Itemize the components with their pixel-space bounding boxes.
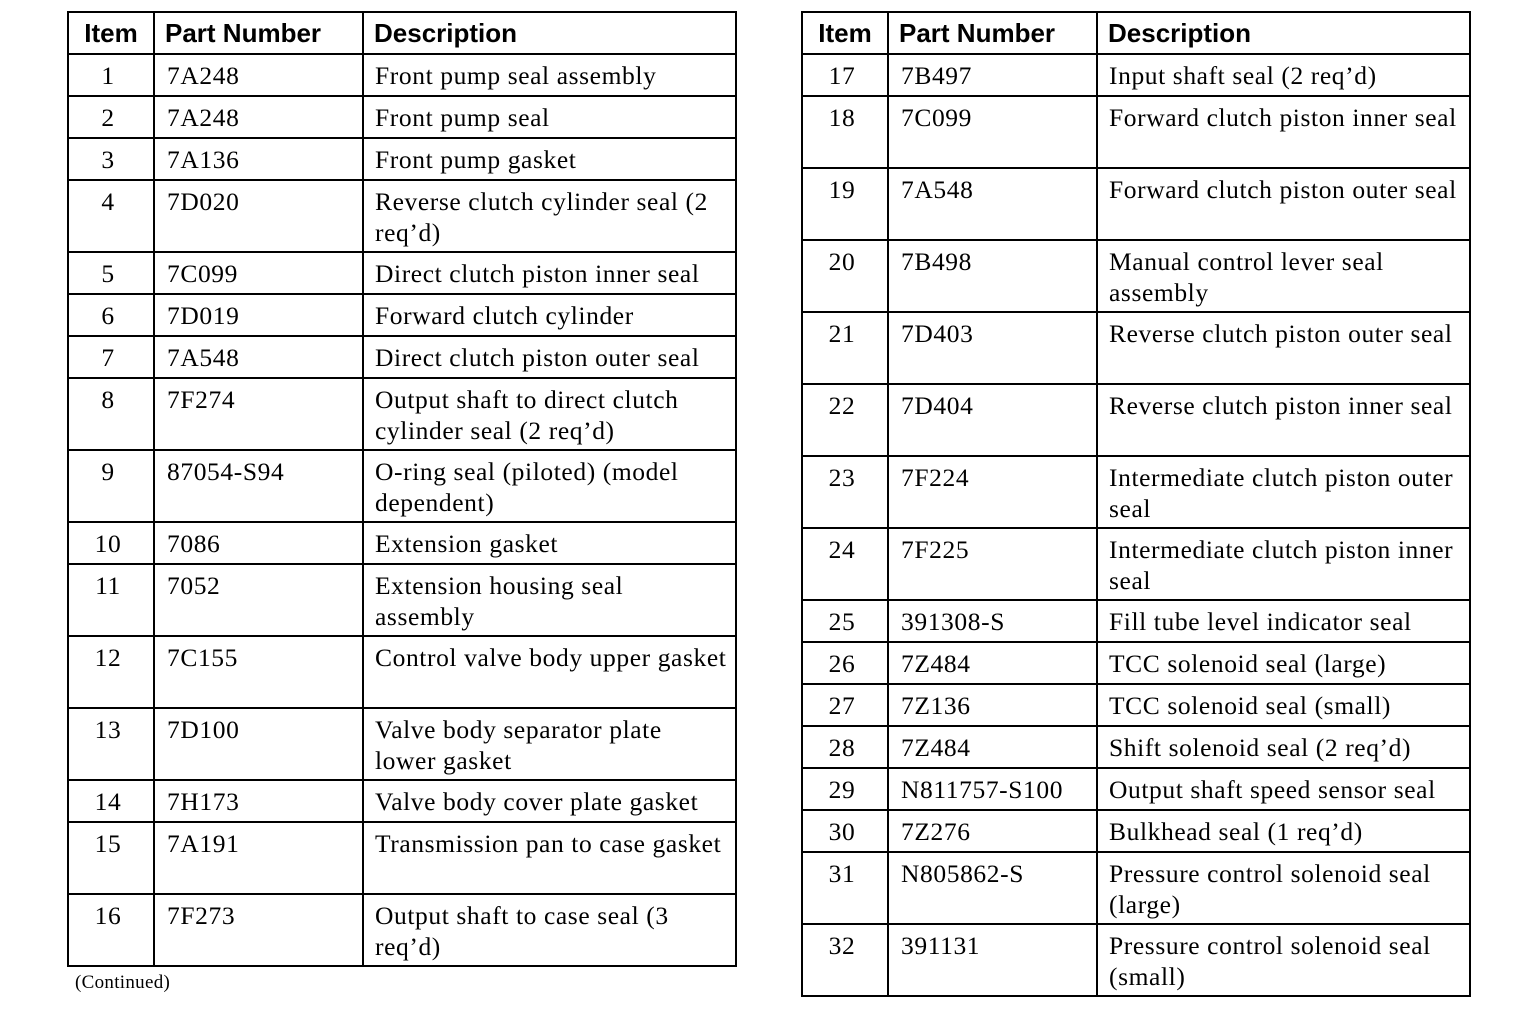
table-row bbox=[802, 456, 1470, 528]
part-description: TCC solenoid seal (large) bbox=[1097, 642, 1470, 684]
table-row bbox=[802, 168, 1470, 240]
part-number: 7D100 bbox=[154, 708, 363, 780]
table-row bbox=[68, 252, 736, 294]
part-number: 7F274 bbox=[154, 378, 363, 450]
table-row bbox=[802, 924, 1470, 996]
parts-table-left bbox=[67, 11, 737, 967]
part-description: O-ring seal (piloted) (model dependent) bbox=[363, 450, 736, 522]
part-description: Reverse clutch piston inner seal bbox=[1097, 384, 1470, 456]
part-description: Transmission pan to case gasket bbox=[363, 822, 736, 894]
part-description: Front pump seal bbox=[363, 96, 736, 138]
part-number: 7A548 bbox=[154, 336, 363, 378]
part-number: 7F224 bbox=[888, 456, 1097, 528]
part-number: 7D403 bbox=[888, 312, 1097, 384]
part-number: 7F273 bbox=[154, 894, 363, 966]
part-description: Direct clutch piston inner seal bbox=[363, 252, 736, 294]
part-description: Control valve body upper gasket bbox=[363, 636, 736, 708]
item-number: 25 bbox=[802, 600, 888, 642]
header-item: Item bbox=[68, 12, 154, 54]
part-description: Output shaft to case seal (3 req’d) bbox=[363, 894, 736, 966]
part-number: 7052 bbox=[154, 564, 363, 636]
item-number: 2 bbox=[68, 96, 154, 138]
table-row bbox=[802, 528, 1470, 600]
item-number: 27 bbox=[802, 684, 888, 726]
continued-note: (Continued) bbox=[75, 972, 171, 993]
table-row bbox=[68, 96, 736, 138]
part-number: N811757-S100 bbox=[888, 768, 1097, 810]
part-number: 7Z484 bbox=[888, 642, 1097, 684]
table-row bbox=[68, 822, 736, 894]
part-description: Pressure control solenoid seal (large) bbox=[1097, 852, 1470, 924]
table-row bbox=[802, 600, 1470, 642]
table-row bbox=[802, 726, 1470, 768]
item-number: 16 bbox=[68, 894, 154, 966]
item-number: 1 bbox=[68, 54, 154, 96]
table-row bbox=[802, 684, 1470, 726]
part-number: 7Z484 bbox=[888, 726, 1097, 768]
item-number: 9 bbox=[68, 450, 154, 522]
part-description: Shift solenoid seal (2 req’d) bbox=[1097, 726, 1470, 768]
item-number: 28 bbox=[802, 726, 888, 768]
table-row bbox=[802, 642, 1470, 684]
table-row bbox=[68, 708, 736, 780]
part-number: 7C099 bbox=[888, 96, 1097, 168]
part-number: 7D019 bbox=[154, 294, 363, 336]
part-description: Reverse clutch cylinder seal (2 req’d) bbox=[363, 180, 736, 252]
item-number: 3 bbox=[68, 138, 154, 180]
part-description: Bulkhead seal (1 req’d) bbox=[1097, 810, 1470, 852]
item-number: 26 bbox=[802, 642, 888, 684]
item-number: 24 bbox=[802, 528, 888, 600]
item-number: 10 bbox=[68, 522, 154, 564]
table-row bbox=[802, 312, 1470, 384]
part-description: Forward clutch piston outer seal bbox=[1097, 168, 1470, 240]
part-number: 7H173 bbox=[154, 780, 363, 822]
part-description: Direct clutch piston outer seal bbox=[363, 336, 736, 378]
table-row bbox=[68, 522, 736, 564]
part-description: Intermediate clutch piston outer seal bbox=[1097, 456, 1470, 528]
item-number: 22 bbox=[802, 384, 888, 456]
part-number: 7F225 bbox=[888, 528, 1097, 600]
table-row bbox=[802, 96, 1470, 168]
item-number: 32 bbox=[802, 924, 888, 996]
part-number: 7A191 bbox=[154, 822, 363, 894]
item-number: 18 bbox=[802, 96, 888, 168]
part-number: 7A248 bbox=[154, 96, 363, 138]
table-row bbox=[68, 294, 736, 336]
table-row bbox=[802, 54, 1470, 96]
table-row bbox=[802, 240, 1470, 312]
part-number: 7D404 bbox=[888, 384, 1097, 456]
part-description: Forward clutch piston inner seal bbox=[1097, 96, 1470, 168]
header-description: Description bbox=[363, 12, 736, 54]
part-description: Pressure control solenoid seal (small) bbox=[1097, 924, 1470, 996]
item-number: 15 bbox=[68, 822, 154, 894]
item-number: 6 bbox=[68, 294, 154, 336]
item-number: 30 bbox=[802, 810, 888, 852]
part-number: 7A136 bbox=[154, 138, 363, 180]
table-row bbox=[68, 636, 736, 708]
part-number: 7Z136 bbox=[888, 684, 1097, 726]
item-number: 23 bbox=[802, 456, 888, 528]
item-number: 31 bbox=[802, 852, 888, 924]
table-row bbox=[68, 378, 736, 450]
item-number: 20 bbox=[802, 240, 888, 312]
part-description: Front pump gasket bbox=[363, 138, 736, 180]
part-description: Extension housing seal assembly bbox=[363, 564, 736, 636]
part-number: 7A548 bbox=[888, 168, 1097, 240]
part-number: 7C155 bbox=[154, 636, 363, 708]
table-row bbox=[68, 894, 736, 966]
part-description: Valve body separator plate lower gasket bbox=[363, 708, 736, 780]
part-number: 7B498 bbox=[888, 240, 1097, 312]
part-description: Valve body cover plate gasket bbox=[363, 780, 736, 822]
part-number: 7D020 bbox=[154, 180, 363, 252]
part-description: Output shaft speed sensor seal bbox=[1097, 768, 1470, 810]
item-number: 17 bbox=[802, 54, 888, 96]
part-number: 7B497 bbox=[888, 54, 1097, 96]
part-description: Front pump seal assembly bbox=[363, 54, 736, 96]
part-description: TCC solenoid seal (small) bbox=[1097, 684, 1470, 726]
part-number: 391131 bbox=[888, 924, 1097, 996]
part-description: Forward clutch cylinder bbox=[363, 294, 736, 336]
item-number: 14 bbox=[68, 780, 154, 822]
part-number: 7A248 bbox=[154, 54, 363, 96]
header-part-number: Part Number bbox=[154, 12, 363, 54]
table-row bbox=[802, 852, 1470, 924]
table-row bbox=[68, 138, 736, 180]
table-row bbox=[68, 780, 736, 822]
part-description: Manual control lever seal assembly bbox=[1097, 240, 1470, 312]
item-number: 13 bbox=[68, 708, 154, 780]
header-row bbox=[802, 12, 1470, 54]
table-row bbox=[68, 564, 736, 636]
part-description: Intermediate clutch piston inner seal bbox=[1097, 528, 1470, 600]
table-row bbox=[68, 180, 736, 252]
part-description: Input shaft seal (2 req’d) bbox=[1097, 54, 1470, 96]
part-number: 7086 bbox=[154, 522, 363, 564]
item-number: 8 bbox=[68, 378, 154, 450]
table-row bbox=[802, 384, 1470, 456]
table-row bbox=[802, 768, 1470, 810]
part-number: N805862-S bbox=[888, 852, 1097, 924]
header-description: Description bbox=[1097, 12, 1470, 54]
table-row bbox=[68, 54, 736, 96]
item-number: 12 bbox=[68, 636, 154, 708]
item-number: 5 bbox=[68, 252, 154, 294]
item-number: 4 bbox=[68, 180, 154, 252]
table-row bbox=[802, 810, 1470, 852]
part-number: 7C099 bbox=[154, 252, 363, 294]
part-description: Extension gasket bbox=[363, 522, 736, 564]
part-description: Output shaft to direct clutch cylinder seal (2 req’d) bbox=[363, 378, 736, 450]
part-number: 391308-S bbox=[888, 600, 1097, 642]
table-row bbox=[68, 336, 736, 378]
item-number: 19 bbox=[802, 168, 888, 240]
part-number: 87054-S94 bbox=[154, 450, 363, 522]
part-description: Reverse clutch piston outer seal bbox=[1097, 312, 1470, 384]
item-number: 7 bbox=[68, 336, 154, 378]
table-row bbox=[68, 450, 736, 522]
header-part-number: Part Number bbox=[888, 12, 1097, 54]
header-row bbox=[68, 12, 736, 54]
header-item: Item bbox=[802, 12, 888, 54]
item-number: 29 bbox=[802, 768, 888, 810]
item-number: 21 bbox=[802, 312, 888, 384]
part-number: 7Z276 bbox=[888, 810, 1097, 852]
part-description: Fill tube level indicator seal bbox=[1097, 600, 1470, 642]
parts-table-right bbox=[801, 11, 1471, 997]
item-number: 11 bbox=[68, 564, 154, 636]
